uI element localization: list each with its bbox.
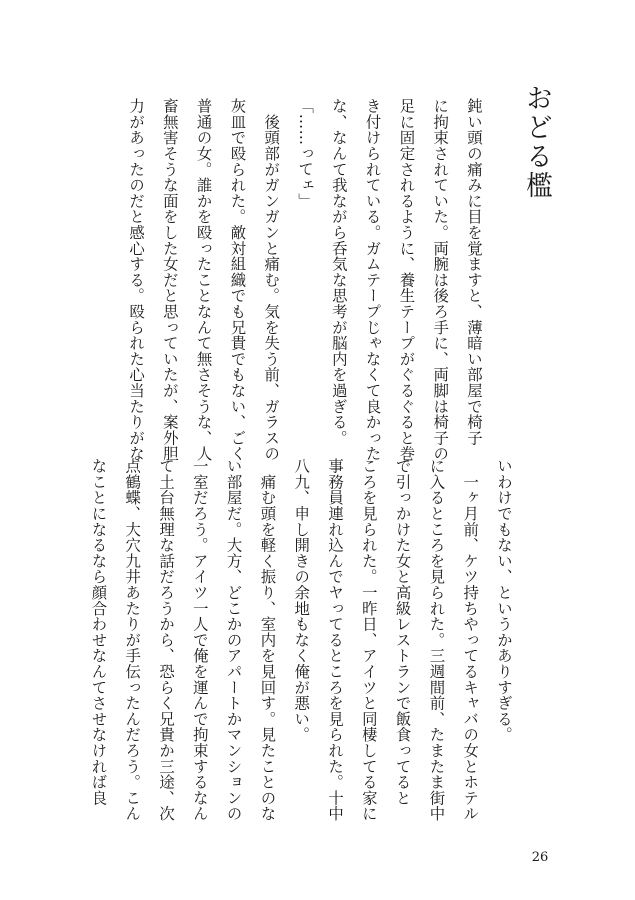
page-number: 26	[531, 850, 549, 865]
text-line: に拘束されていた。両腕は後ろ手に、両脚は椅子の	[431, 98, 450, 462]
text-line: 痛む頭を軽く振り、室内を見回す。見たことのな	[258, 458, 277, 822]
text-line: き付けられている。ガムテープじゃなくて良かった	[363, 98, 382, 462]
text-line: に入るところを見られた。三週間前、たまたま街中	[427, 458, 446, 822]
text-block-bottom	[89, 458, 520, 822]
text-line: 点鶴蝶、大穴九井あたりが手伝ったんだろう。こん	[123, 458, 142, 822]
text-line: 「……ってェ」	[296, 98, 315, 209]
text-line: 足に固定されるように、養生テープがぐるぐると巻	[397, 98, 416, 462]
text-line: で引っかけた女と高級レストランで飯食ってると	[393, 458, 412, 806]
text-line: ころを見られた。一昨日、アイツと同棲してる家に	[359, 458, 378, 822]
text-line: 灰皿で殴られた。敵対組織でも兄貴でもない、ごく	[228, 98, 247, 462]
text-line: い部屋だ。大方、どこかのアパートかマンションの	[224, 458, 243, 822]
text-line: な、なんて我ながら呑気な思考が脳内を過ぎる。	[329, 98, 348, 446]
chapter-title: おどる檻	[521, 84, 552, 200]
text-line: 後頭部がガンガンと痛む。気を失う前、ガラスの	[262, 98, 281, 462]
text-line: 畜無害そうな面をした女だと思っていたが、案外胆	[160, 98, 179, 462]
text-line: いわけでもない、というかありすぎる。	[495, 458, 513, 743]
text-line: 一室だろう。アイツ一人で俺を運んで拘束するなん	[190, 458, 209, 822]
text-line: 鈍い頭の痛みに目を覚ますと、薄暗い部屋で椅子	[465, 98, 483, 446]
text-line: なことになるなら顔合わせなんてさせなければ良	[89, 458, 108, 806]
text-line: 事務員連れ込んでヤってるところを見られた。十中	[326, 458, 345, 822]
text-block-top	[110, 98, 490, 462]
text-line: 力があったのだと感心する。殴られた心当たりがな	[127, 98, 146, 462]
text-line: 八九、申し開きの余地もなく俺が悪い。	[292, 458, 311, 743]
text-line: 一ヶ月前、ケツ持ちやってるキャバの女とホテル	[461, 458, 480, 822]
text-line: 普通の女。誰かを殴ったことなんて無さそうな、人	[194, 98, 213, 462]
text-line: て土台無理な話だろうから、恐らく兄貴か三途、次	[157, 458, 176, 822]
